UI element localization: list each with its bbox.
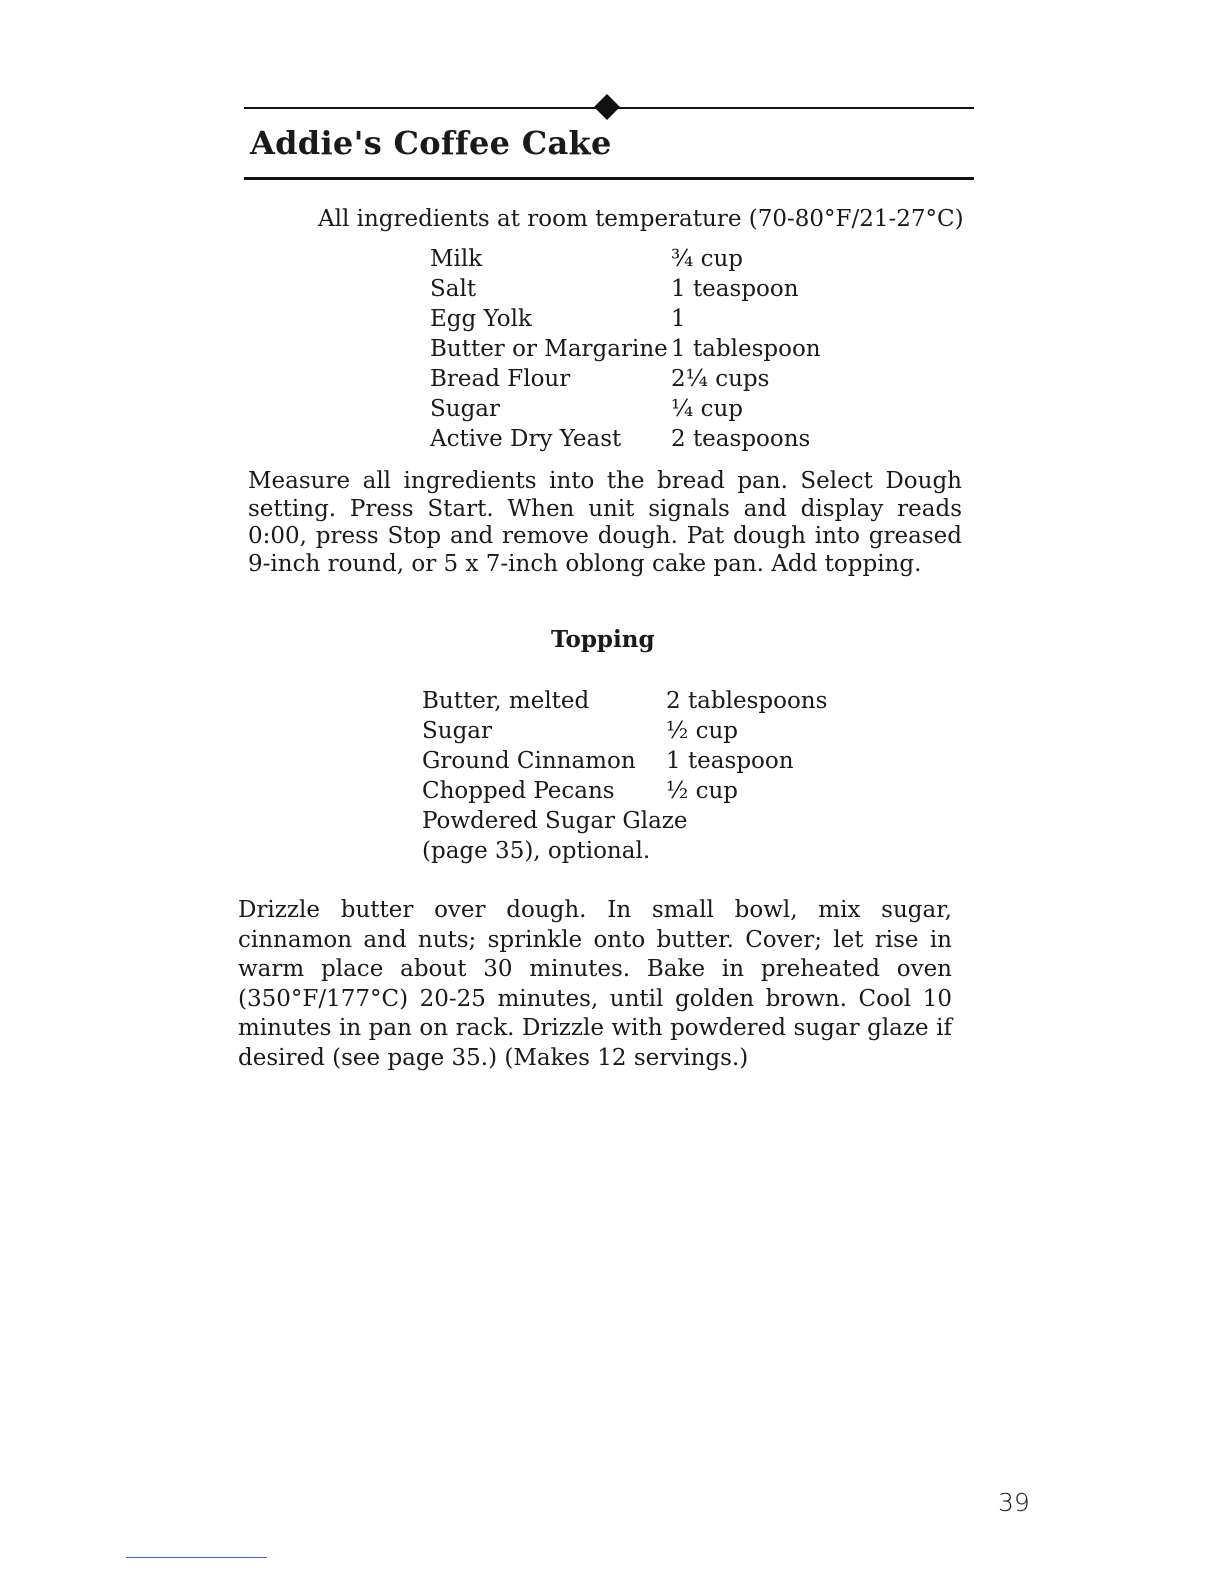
ingredient-amount: 1: [671, 306, 686, 332]
ingredient-name: Sugar: [430, 396, 500, 422]
directions-paragraph: Drizzle butter over dough. In small bowl, mix sugar, cinnamon and nuts; sprinkle onto butter. Cover; let rise in warm place about 30 minutes. Bake in preheated oven (350°F/177°C) 20-25 minutes, until golden brown. Cool 10 minutes in pan on rack. Drizzle with powdered sugar glaze if desired (see page 35.) (Makes 12 servings.): [238, 897, 952, 1071]
intro-note: All ingredients at room temperature (70-80°F/21-27°C): [318, 206, 964, 232]
ingredient-amount: 2¼ cups: [671, 366, 770, 392]
ingredient-row: [430, 274, 821, 304]
ingredient-name: Bread Flour: [430, 366, 571, 392]
ingredient-row: [422, 776, 827, 806]
ingredient-amount: ½ cup: [666, 718, 739, 744]
ingredient-row: [422, 686, 827, 716]
ingredient-amount: ¾ cup: [671, 246, 744, 272]
ingredient-amount: 2 teaspoons: [671, 426, 811, 452]
ingredient-name: Ground Cinnamon: [422, 748, 636, 774]
ingredient-amount: 2 tablespoons: [666, 688, 828, 714]
ingredient-name: Sugar: [422, 718, 492, 744]
footer-rule: [126, 1557, 267, 1558]
topping-ingredient-list: [422, 686, 827, 806]
topping-heading: Topping: [551, 626, 655, 653]
glaze-note: [422, 806, 688, 866]
ingredient-row: [430, 334, 821, 364]
ingredient-amount: 1 teaspoon: [671, 276, 799, 302]
ingredient-row: [422, 746, 827, 776]
ingredient-name: Salt: [430, 276, 477, 302]
ingredient-row: [430, 244, 821, 274]
ingredient-name: Butter, melted: [422, 688, 590, 714]
ingredient-list: [430, 244, 821, 454]
ingredient-row: [422, 716, 827, 746]
header-bottom-rule: [244, 177, 974, 180]
ingredient-row: [430, 424, 821, 454]
ingredient-name: Egg Yolk: [430, 306, 532, 332]
glaze-line: Powdered Sugar Glaze: [422, 808, 688, 834]
ingredient-row: [430, 394, 821, 424]
page-number: 39: [998, 1488, 1030, 1517]
ingredient-amount: ¼ cup: [671, 396, 744, 422]
glaze-line: (page 35), optional.: [422, 838, 651, 864]
ingredient-name: Active Dry Yeast: [430, 426, 622, 452]
method-paragraph: Measure all ingredients into the bread pan. Select Dough setting. Press Start. When unit signals and display reads 0:00, press Stop and remove dough. Pat dough into greased 9-inch round, or 5 x 7-inch oblong cake pan. Add topping.: [248, 468, 962, 577]
ingredient-amount: 1 tablespoon: [671, 336, 821, 362]
page-title: Addie's Coffee Cake: [250, 124, 612, 162]
ingredient-amount: 1 teaspoon: [666, 748, 794, 774]
ingredient-name: Milk: [430, 246, 483, 272]
diamond-ornament-icon: [594, 94, 620, 120]
ingredient-amount: ½ cup: [666, 778, 739, 804]
ingredient-name: Chopped Pecans: [422, 778, 615, 804]
ingredient-name: Butter or Margarine: [430, 336, 668, 362]
ingredient-row: [430, 364, 821, 394]
ingredient-row: [430, 304, 821, 334]
